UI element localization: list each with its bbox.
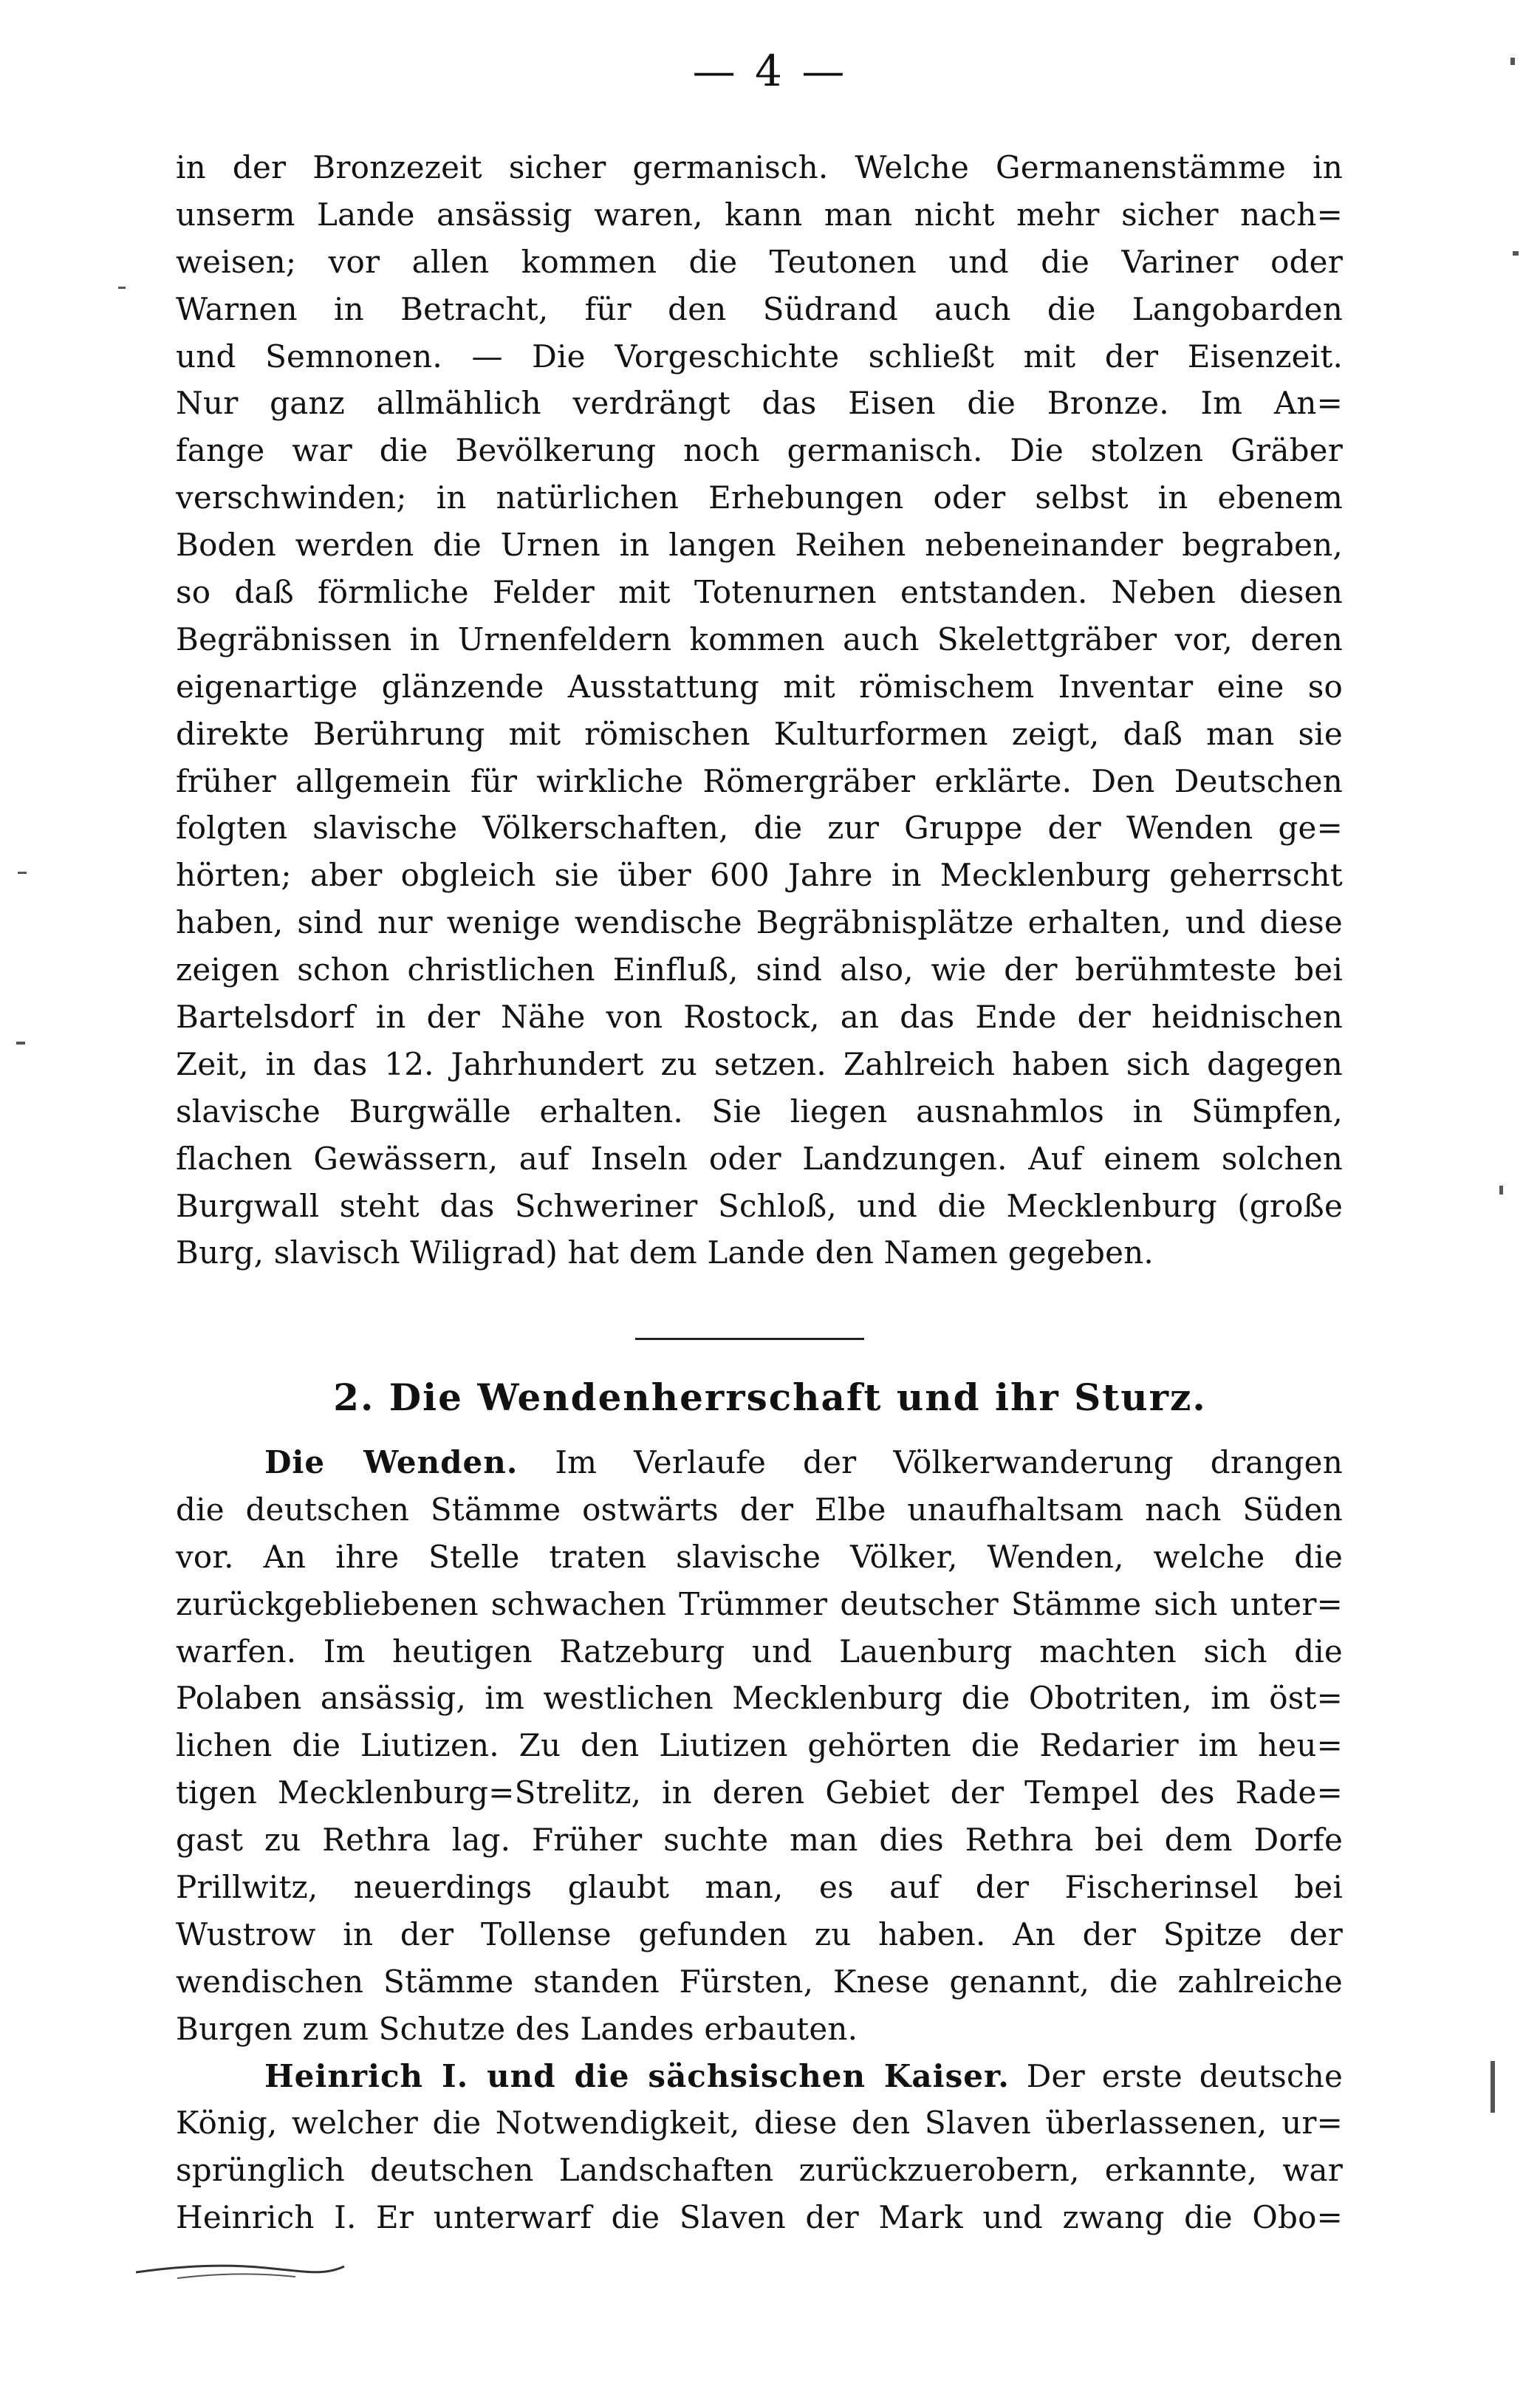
text-line: in der Bronzezeit sicher germanisch. Welche Germanenstämme in [176,149,1343,185]
handwritten-underline-mark [133,2253,347,2283]
text-line: Bartelsdorf in der Nähe von Rostock, an das Ende der heidnischen [176,999,1343,1036]
paragraph-lead-rest: Der erste deutsche [1026,2057,1343,2094]
text-line: sprünglich deutschen Landschaften zurückzuerobern, erkannte, war [176,2152,1343,2189]
text-line: Burgen zum Schutze des Landes erbauten. [176,2010,858,2047]
text-line: Zeit, in das 12. Jahrhundert zu setzen. Zahlreich haben sich dagegen [176,1045,1343,1082]
text-line: Burgwall steht das Schweriner Schloß, und die Mecklenburg (große [176,1187,1343,1224]
scan-speck [1491,2061,1495,2113]
text-line: Heinrich I. Er unterwarf die Slaven der Mark und zwang die Obo= [176,2199,1343,2236]
section-2-text [176,1439,1343,2241]
paragraph-first-line [176,2053,1343,2100]
paragraph-lead-rest: Im Verlaufe der Völkerwanderung drangen [555,1444,1343,1480]
text-line: und Semnonen. — Die Vorgeschichte schließt mit der Eisenzeit. [176,338,1343,375]
text-line: König, welcher die Notwendigkeit, diese den Slaven überlassenen, ur= [176,2105,1343,2142]
section-heading: 2. Die Wendenherrschaft und ihr Sturz. [333,1375,1207,1419]
text-line: warfen. Im heutigen Ratzeburg und Lauenburg machten sich die [176,1633,1343,1669]
paragraph-first-line [176,1439,1343,1486]
text-line: weisen; vor allen kommen die Teutonen und die Variner oder [176,243,1343,280]
text-line: verschwinden; in natürlichen Erhebungen oder selbst in ebenem [176,479,1343,516]
text-line: Warnen in Betracht, für den Südrand auch die Langobarden [176,290,1343,327]
text-line: direkte Berührung mit römischen Kulturformen zeigt, daß man sie [176,715,1343,752]
text-line: die deutschen Stämme ostwärts der Elbe unaufhaltsam nach Süden [176,1491,1343,1528]
text-line: gast zu Rethra lag. Früher suchte man dies Rethra bei dem Dorfe [176,1822,1343,1859]
text-line: slavische Burgwälle erhalten. Sie liegen ausnahmlos in Sümpfen, [176,1093,1343,1129]
text-line: Boden werden die Urnen in langen Reihen nebeneinander begraben, [176,527,1343,564]
text-line: Wustrow in der Tollense gefunden zu haben. An der Spitze der [176,1915,1343,1952]
text-line: folgten slavische Völkerschaften, die zur Gruppe der Wenden ge= [176,810,1343,847]
text-line: zeigen schon christlichen Einfluß, sind also, wie der berühmteste bei [176,951,1343,988]
text-line: flachen Gewässern, auf Inseln oder Landzungen. Auf einem solchen [176,1140,1343,1177]
text-line: vor. An ihre Stelle traten slavische Völker, Wenden, welche die [176,1538,1343,1575]
text-line: unserm Lande ansässig waren, kann man nicht mehr sicher nach= [176,196,1343,233]
text-line: fange war die Bevölkerung noch germanisch. Die stolzen Gräber [176,432,1343,469]
text-line: zurückgebliebenen schwachen Trümmer deutscher Stämme sich unter= [176,1585,1343,1622]
text-line: hörten; aber obgleich sie über 600 Jahre in Mecklenburg geherrscht [176,857,1343,894]
text-line: wendischen Stämme standen Fürsten, Knese genannt, die zahlreiche [176,1963,1343,2000]
scan-speck [16,1042,25,1045]
text-line: Burg, slavisch Wiligrad) hat dem Lande den Namen gegeben. [176,1234,1154,1271]
scan-speck [1510,58,1515,65]
text-line: haben, sind nur wenige wendische Begräbnisplätze erhalten, und diese [176,904,1343,941]
text-line: Prillwitz, neuerdings glaubt man, es auf der Fischerinsel bei [176,1869,1343,1906]
scan-speck [18,872,27,874]
section-1-text [176,144,1343,1277]
text-line: tigen Mecklenburg=Strelitz, in deren Gebiet der Tempel des Rade= [176,1774,1343,1811]
text-line: so daß förmliche Felder mit Totenurnen entstanden. Neben diesen [176,574,1343,611]
section-divider [635,1338,864,1340]
paragraph-lead: Heinrich I. und die sächsischen Kaiser. [264,2057,1010,2094]
text-line: eigenartige glänzende Ausstattung mit römischem Inventar eine so [176,668,1343,705]
text-line: Begräbnissen in Urnenfeldern kommen auch Skelettgräber vor, deren [176,621,1343,657]
text-line: früher allgemein für wirkliche Römergräber erklärte. Den Deutschen [176,762,1343,799]
scan-speck [118,287,126,289]
scan-speck [1499,1186,1503,1195]
paragraph-lead: Die Wenden. [264,1444,519,1480]
text-line: Nur ganz allmählich verdrängt das Eisen die Bronze. Im An= [176,385,1343,422]
text-line: lichen die Liutizen. Zu den Liutizen gehörten die Redarier im heu= [176,1727,1343,1764]
page-number: — 4 — [692,46,848,96]
text-line: Polaben ansässig, im westlichen Mecklenburg die Obotriten, im öst= [176,1680,1343,1717]
scan-speck [1513,251,1519,256]
